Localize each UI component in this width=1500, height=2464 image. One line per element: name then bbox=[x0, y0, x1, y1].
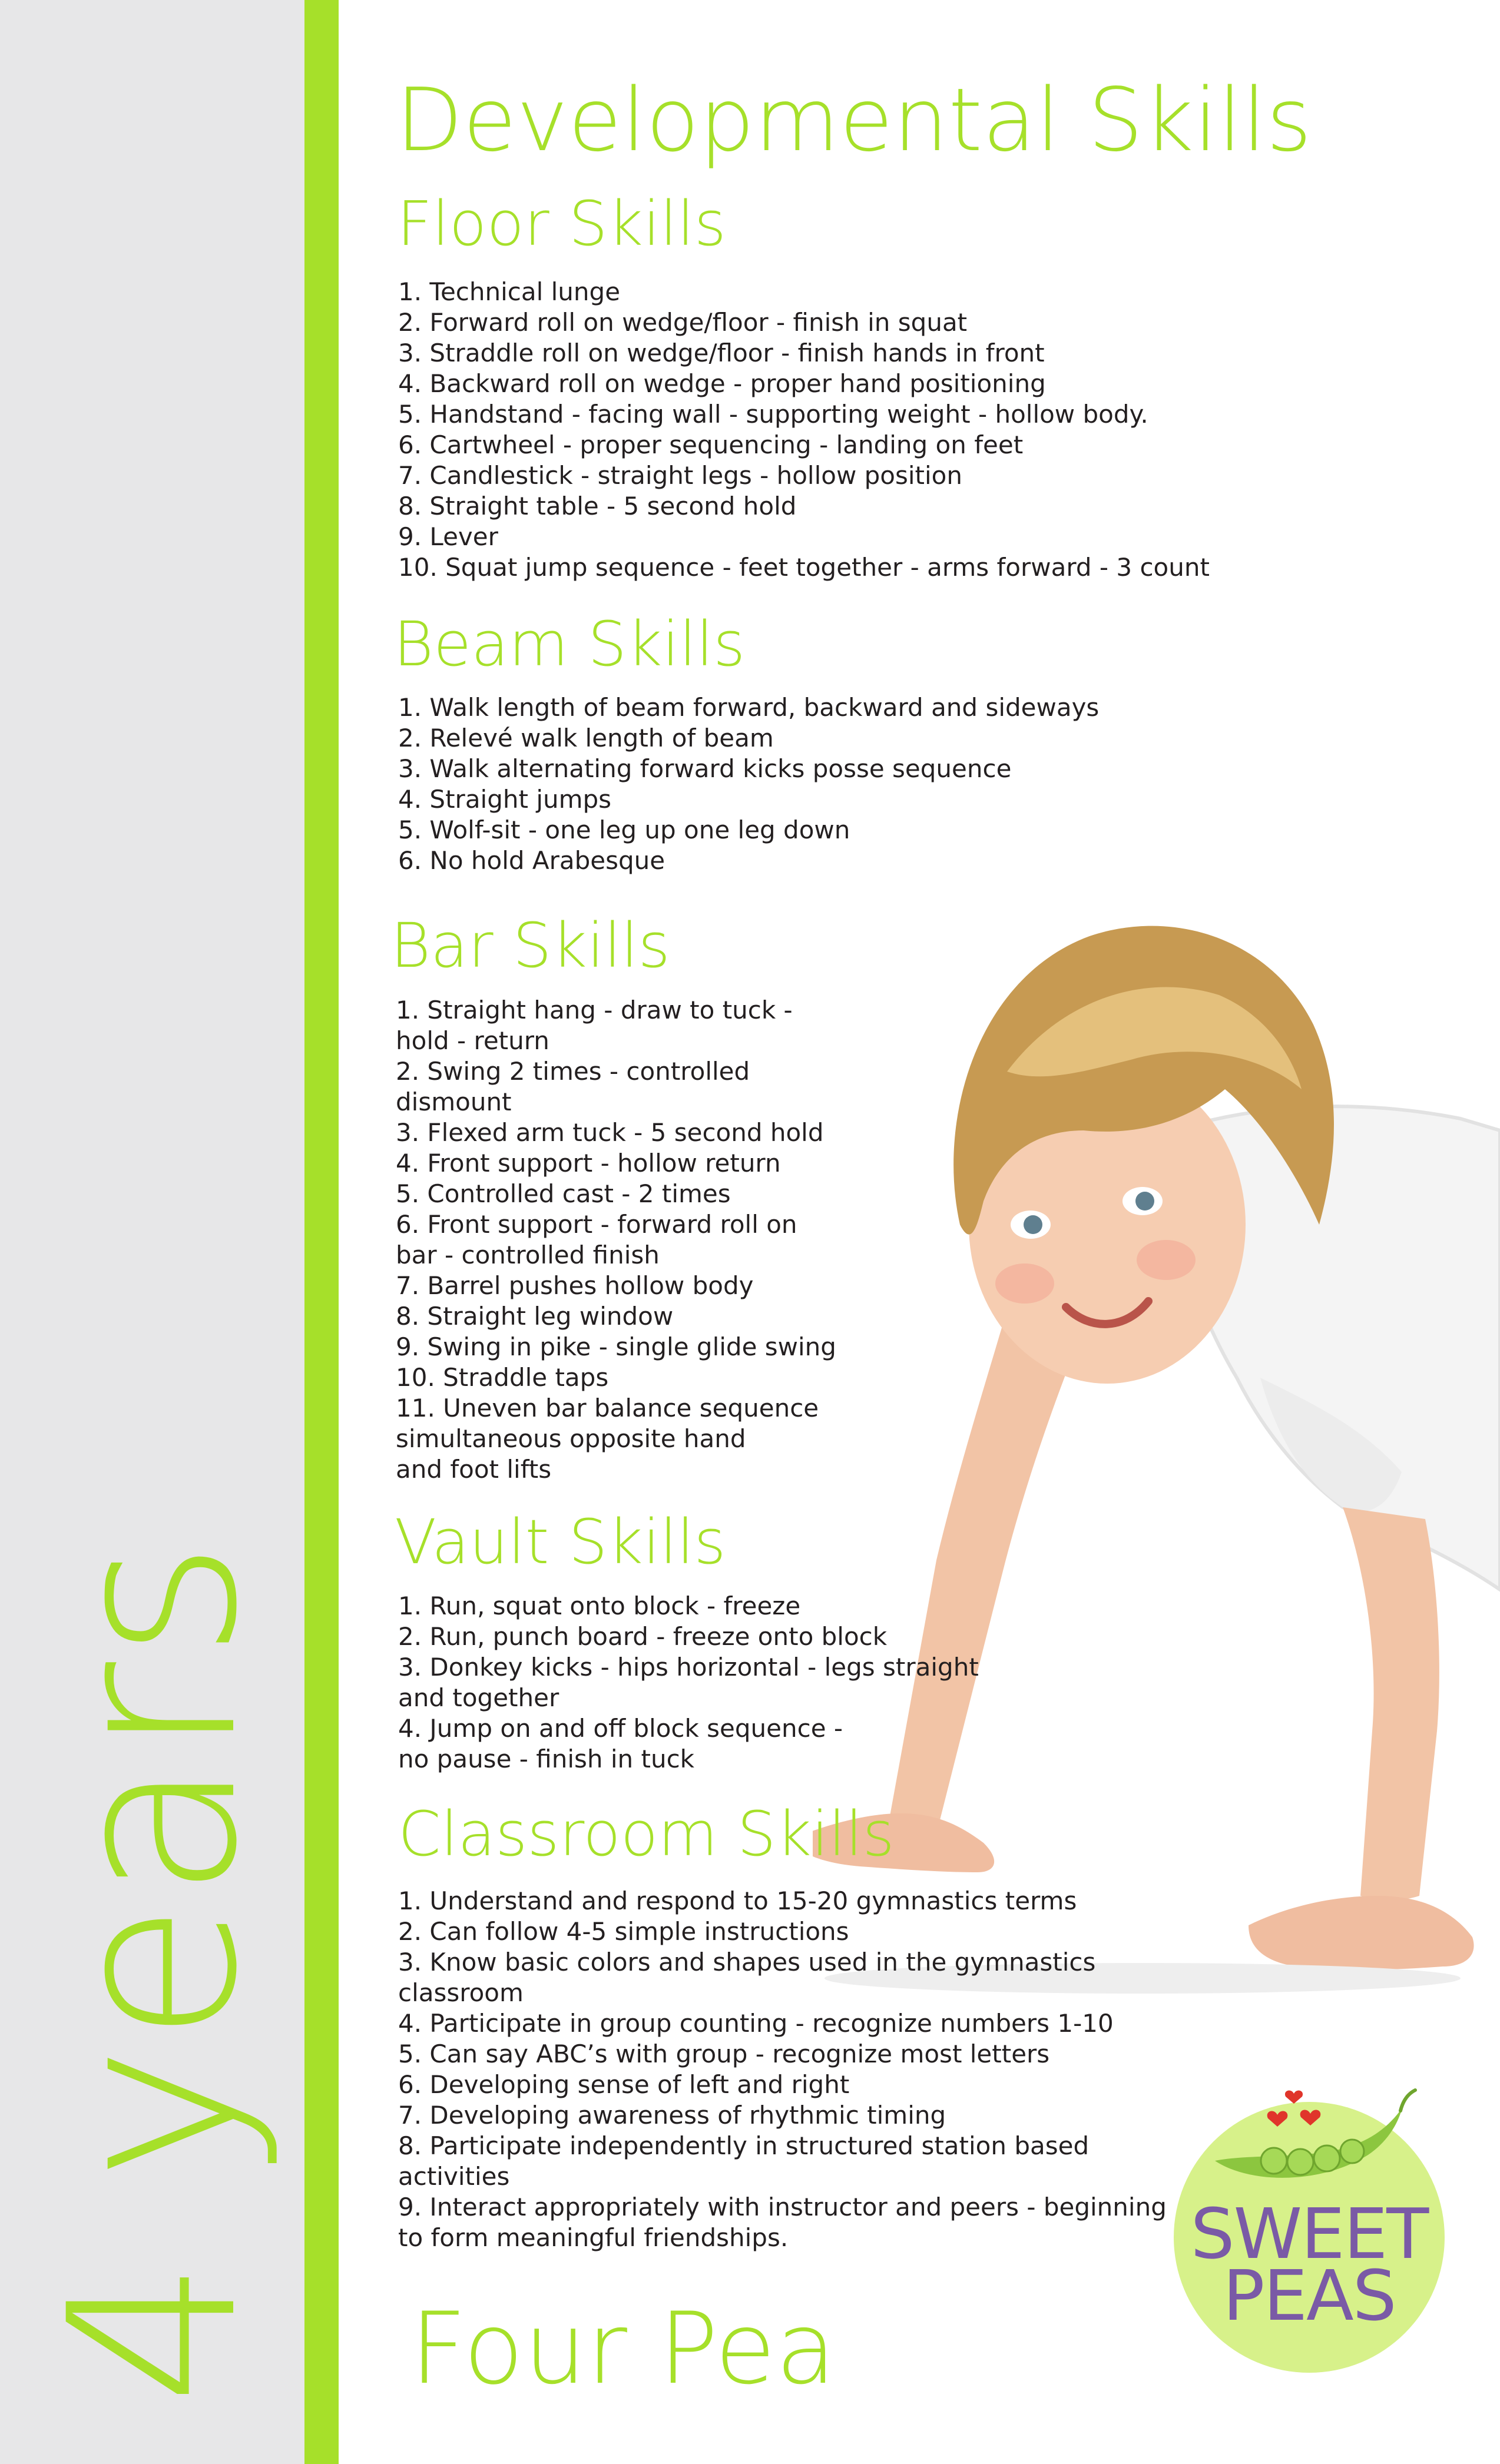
right-arm-shape bbox=[1343, 1507, 1439, 1901]
vault-skills-list bbox=[398, 1591, 979, 1775]
list-item: hold - return bbox=[396, 1026, 549, 1055]
list-item: 4. Backward roll on wedge - proper hand positioning bbox=[398, 369, 1046, 398]
list-item: 2. Swing 2 times - controlled bbox=[396, 1057, 750, 1086]
left-cheek-shape bbox=[995, 1263, 1054, 1304]
bar-skills-heading: Bar Skills bbox=[390, 910, 670, 981]
list-item: classroom bbox=[398, 1978, 524, 2007]
list-item: 1. Walk length of beam forward, backward and sideways bbox=[398, 693, 1100, 722]
heart-icon bbox=[1300, 2110, 1321, 2125]
list-item: 6. Front support - forward roll on bbox=[396, 1210, 797, 1239]
floor-skills-heading: Floor Skills bbox=[397, 188, 726, 260]
accent-bar bbox=[304, 0, 339, 2464]
classroom-skills-list bbox=[398, 1886, 1167, 2253]
list-item: 1. Technical lunge bbox=[398, 277, 621, 306]
right-hand-shape bbox=[1249, 1896, 1474, 1970]
list-item: 7. Developing awareness of rhythmic timing bbox=[398, 2101, 946, 2130]
list-item: 3. Know basic colors and shapes used in the gymnastics bbox=[398, 1948, 1096, 1976]
list-item: 4. Front support - hollow return bbox=[396, 1149, 781, 1178]
list-item: dismount bbox=[396, 1087, 512, 1116]
list-item: 8. Participate independently in structured station based bbox=[398, 2131, 1090, 2160]
list-item: 11. Uneven bar balance sequence bbox=[396, 1394, 819, 1422]
vault-skills-heading: Vault Skills bbox=[395, 1506, 726, 1578]
beam-skills-list bbox=[398, 692, 1099, 876]
list-item: 10. Straddle taps bbox=[396, 1363, 609, 1392]
left-pupil-shape bbox=[1024, 1215, 1042, 1234]
list-item: activities bbox=[398, 2162, 510, 2191]
list-item: 7. Candlestick - straight legs - hollow position bbox=[398, 461, 963, 490]
sweet-peas-logo bbox=[1174, 2067, 1449, 2373]
list-item: 5. Can say ABC’s with group - recognize most letters bbox=[398, 2039, 1050, 2068]
list-item: 8. Straight table - 5 second hold bbox=[398, 492, 797, 520]
list-item: 4. Participate in group counting - recognize numbers 1-10 bbox=[398, 2009, 1114, 2038]
classroom-skills-heading: Classroom Skills bbox=[398, 1798, 895, 1870]
pea-pod-icon bbox=[1174, 2067, 1449, 2208]
list-item: 5. Wolf-sit - one leg up one leg down bbox=[398, 815, 850, 844]
list-item: 2. Relevé walk length of beam bbox=[398, 724, 774, 752]
level-name: Four Pea bbox=[410, 2291, 837, 2406]
list-item: 3. Donkey kicks - hips horizontal - legs straight bbox=[398, 1653, 979, 1682]
child-photo bbox=[813, 895, 1500, 2049]
list-item: 4. Jump on and off block sequence - bbox=[398, 1714, 843, 1743]
list-item: 9. Interact appropriately with instructor and peers - beginning bbox=[398, 2193, 1167, 2221]
list-item: 6. No hold Arabesque bbox=[398, 846, 665, 875]
list-item: 3. Walk alternating forward kicks posse sequence bbox=[398, 754, 1012, 783]
list-item: 5. Handstand - facing wall - supporting weight - hollow body. bbox=[398, 400, 1148, 429]
list-item: 6. Cartwheel - proper sequencing - landing on feet bbox=[398, 430, 1024, 459]
logo-word-peas: PEAS bbox=[1223, 2255, 1396, 2336]
list-item: and foot lifts bbox=[396, 1455, 552, 1484]
age-label: 4 years bbox=[20, 1537, 287, 2405]
heart-icon bbox=[1285, 2091, 1303, 2104]
list-item: 2. Run, punch board - freeze onto block bbox=[398, 1622, 888, 1651]
list-item: 3. Flexed arm tuck - 5 second hold bbox=[396, 1118, 824, 1147]
list-item: 1. Understand and respond to 15-20 gymnastics terms bbox=[398, 1886, 1077, 1915]
bar-skills-list bbox=[396, 995, 836, 1485]
logo-word-sweet: SWEET bbox=[1190, 2193, 1428, 2274]
list-item: 7. Barrel pushes hollow body bbox=[396, 1271, 754, 1300]
list-item: 8. Straight leg window bbox=[396, 1302, 674, 1331]
list-item: 3. Straddle roll on wedge/floor - finish hands in front bbox=[398, 339, 1045, 367]
list-item: 10. Squat jump sequence - feet together - arms forward - 3 count bbox=[398, 553, 1210, 582]
list-item: 5. Controlled cast - 2 times bbox=[396, 1179, 731, 1208]
list-item: bar - controlled finish bbox=[396, 1241, 660, 1269]
page-title: Developmental Skills bbox=[396, 69, 1312, 171]
list-item: 6. Developing sense of left and right bbox=[398, 2070, 850, 2099]
list-item: 1. Straight hang - draw to tuck - bbox=[396, 996, 793, 1024]
list-item: to form meaningful friendships. bbox=[398, 2223, 789, 2252]
list-item: simultaneous opposite hand bbox=[396, 1424, 746, 1453]
list-item: 9. Lever bbox=[398, 522, 498, 551]
list-item: 2. Forward roll on wedge/floor - finish in squat bbox=[398, 308, 968, 337]
list-item: no pause - finish in tuck bbox=[398, 1745, 694, 1773]
floor-skills-list bbox=[398, 277, 1210, 583]
list-item: and together bbox=[398, 1683, 559, 1712]
list-item: 2. Can follow 4-5 simple instructions bbox=[398, 1917, 849, 1946]
right-pupil-shape bbox=[1135, 1192, 1154, 1211]
list-item: 1. Run, squat onto block - freeze bbox=[398, 1591, 801, 1620]
list-item: 9. Swing in pike - single glide swing bbox=[396, 1332, 836, 1361]
heart-icon bbox=[1267, 2111, 1288, 2127]
right-cheek-shape bbox=[1137, 1240, 1196, 1280]
list-item: 4. Straight jumps bbox=[398, 785, 612, 814]
beam-skills-heading: Beam Skills bbox=[393, 608, 746, 680]
